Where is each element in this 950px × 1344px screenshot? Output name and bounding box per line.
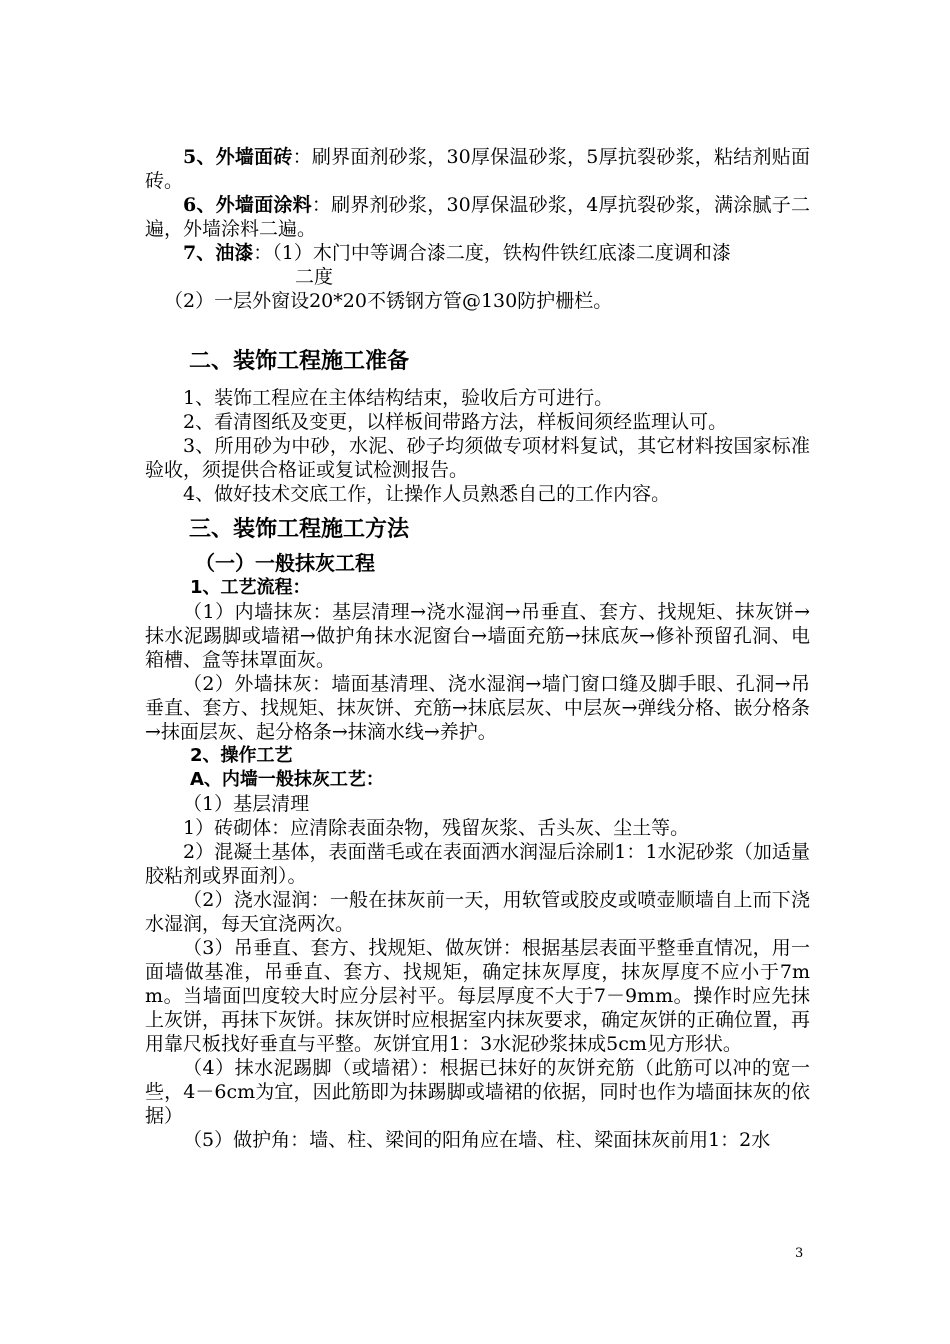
subheading-interior-plastering: A、内墙一般抹灰工艺：: [190, 769, 384, 790]
paragraph: （5）做护角：墙、柱、梁间的阳角应在墙、柱、梁面抹灰前用1：2水: [183, 1129, 771, 1151]
section-heading-methods: 三、装饰工程施工方法: [189, 517, 410, 542]
paragraph: （2）浇水湿润：一般在抹灰前一天，用软管或胶皮或喷壶顺墙自上而下浇水湿润，每天宜浇两次。: [145, 889, 810, 935]
paragraph: （4）抹水泥踢脚（或墙裙）：根据已抹好的灰饼充筋（此筋可以冲的宽一些，4－6cm为宜，因此筋即为抹踢脚或墙裙的依据，同时也作为墙面抹灰的依据）: [145, 1057, 810, 1127]
paragraph: 3、所用砂为中砂，水泥、砂子均须做专项材料复试，其它材料按国家标准验收，须提供合格证或复试检测报告。: [145, 435, 810, 481]
paragraph: 2、看清图纸及变更，以样板间带路方法，样板间须经监理认可。: [183, 411, 728, 433]
page-number: 3: [795, 1246, 804, 1261]
document-body: [145, 145, 810, 1152]
paragraph: （1）内墙抹灰：基层清理→浇水湿润→吊垂直、套方、找规矩、抹灰饼→抹水泥踢脚或墙裙→做护角抹水泥窗台→墙面充筋→抹底灰→修补预留孔洞、电箱槽、盒等抹罩面灰。: [145, 601, 810, 671]
paragraph-lacquer-continued: 二度: [295, 266, 334, 288]
item-label: 7、油漆: [183, 242, 254, 264]
paragraph: （2）外墙抹灰：墙面基清理、浇水湿润→墙门窗口缝及脚手眼、孔洞→吊垂直、套方、找规矩、抹灰饼、充筋→抹底层灰、中层灰→弹线分格、嵌分格条→抹面层灰、起分格条→抹滴水线→养护。: [145, 673, 810, 743]
paragraph: （3）吊垂直、套方、找规矩、做灰饼：根据基层表面平整垂直情况，用一面墙做基准，吊垂直、套方、找规矩，确定抹灰厚度，抹灰厚度不应小于7mm。当墙面凹度较大时应分层衬平。每层厚度不大于7－9mm。操作时应先抹上灰饼，再抹下灰饼。抹灰饼时应根据室内抹灰要求，确定灰饼的正确位置，再用靠尺板找好垂直与平整。灰饼宜用1：3水泥砂浆抹成5cm见方形状。: [145, 937, 811, 1055]
item-text: ：刷界面剂砂浆，30厚保温砂浆，5厚抗裂砂浆，粘结剂贴面砖。: [145, 146, 810, 192]
paragraph-exterior-paint: [145, 193, 810, 241]
paragraph: 1、装饰工程应在主体结构结束，验收后方可进行。: [183, 387, 614, 409]
paragraph: （1）基层清理: [183, 793, 310, 815]
paragraph: 1）砖砌体：应清除表面杂物，残留灰浆、舌头灰、尘土等。: [183, 817, 690, 839]
item-label: 5、外墙面砖: [183, 146, 293, 168]
subheading-process-flow: 1、工艺流程：: [190, 577, 311, 598]
paragraph-window-railing: （2）一层外窗设20*20不锈钢方管@130防护栅栏。: [164, 290, 613, 312]
section-heading-preparation: 二、装饰工程施工准备: [189, 349, 410, 374]
item-text: ：刷界剂砂浆，30厚保温砂浆，4厚抗裂砂浆，满涂腻子二遍，外墙涂料二遍。: [145, 194, 810, 240]
paragraph: 4、做好技术交底工作，让操作人员熟悉自己的工作内容。: [183, 483, 671, 505]
paragraph-exterior-tile: [145, 145, 810, 193]
subsection-heading-plastering: （一）一般抹灰工程: [195, 551, 375, 575]
paragraph: 2）混凝土基体，表面凿毛或在表面洒水润湿后涂刷1：1水泥砂浆（加适量胶粘剂或界面剂）。: [145, 841, 810, 887]
paragraph-lacquer: [145, 241, 810, 265]
item-text: ：（1）木门中等调合漆二度，铁构件铁红底漆二度调和漆: [253, 242, 731, 264]
item-label: 6、外墙面涂料: [183, 194, 312, 216]
subheading-operation: 2、操作工艺: [190, 745, 293, 766]
